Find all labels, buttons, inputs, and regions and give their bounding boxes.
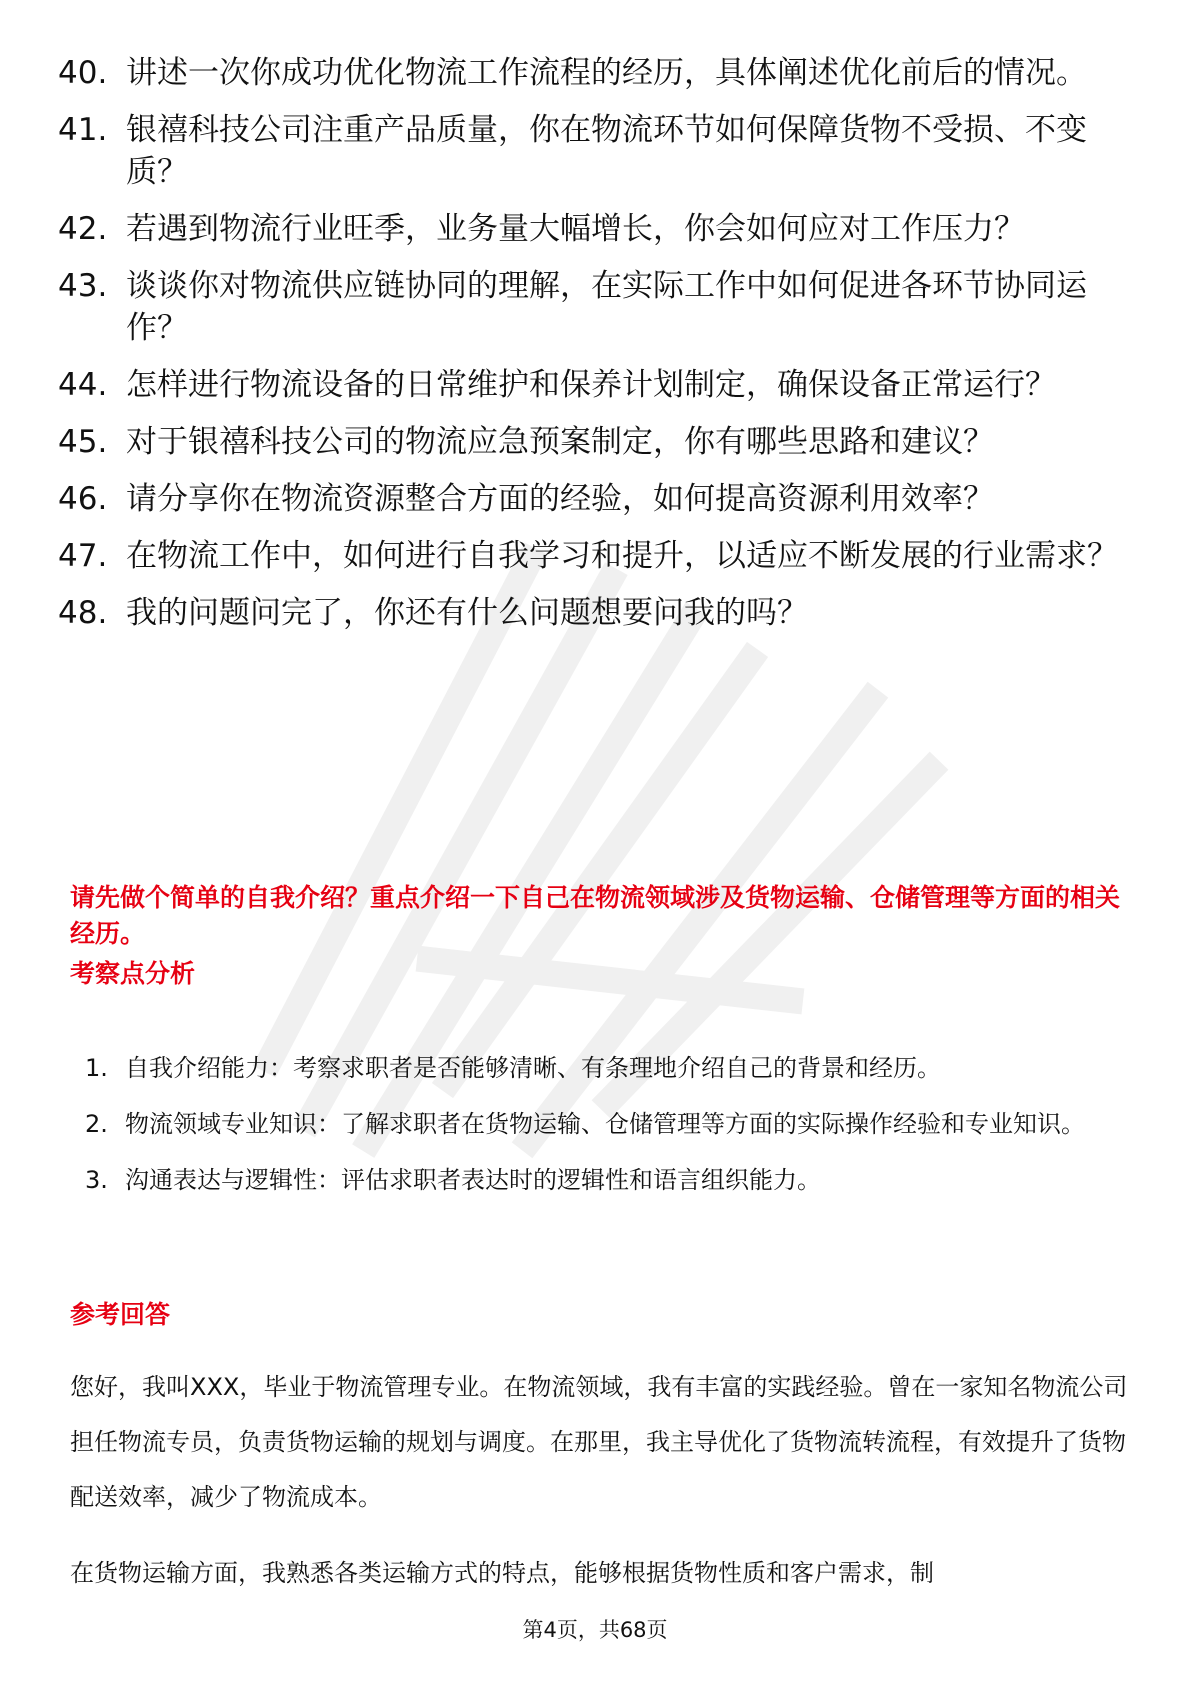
question-list xyxy=(58,52,1138,649)
question-item xyxy=(58,535,1138,577)
question-item xyxy=(58,52,1138,94)
analysis-item xyxy=(85,1152,1130,1208)
question-number: 43. xyxy=(58,268,108,304)
question-item xyxy=(58,109,1138,193)
reference-paragraph: 在货物运输方面，我熟悉各类运输方式的特点，能够根据货物性质和客户需求，制 xyxy=(70,1559,934,1587)
question-text: 若遇到物流行业旺季，业务量大幅增长，你会如何应对工作压力？ xyxy=(126,211,1025,247)
question-item xyxy=(58,592,1138,634)
analysis-text: 沟通表达与逻辑性：评估求职者表达时的逻辑性和语言组织能力。 xyxy=(125,1166,821,1194)
page-footer: 第4页，共68页 xyxy=(522,1618,668,1642)
analysis-item xyxy=(85,1040,1130,1096)
question-text: 谈谈你对物流供应链协同的理解，在实际工作中如何促进各环节协同运作？ xyxy=(126,268,1087,346)
question-number: 45. xyxy=(58,424,108,460)
question-number: 44. xyxy=(58,367,108,403)
question-text: 在物流工作中，如何进行自我学习和提升，以适应不断发展的行业需求？ xyxy=(126,538,1118,574)
analysis-text: 自我介绍能力：考察求职者是否能够清晰、有条理地介绍自己的背景和经历。 xyxy=(125,1054,941,1082)
question-item xyxy=(58,364,1138,406)
question-item xyxy=(58,421,1138,463)
question-number: 42. xyxy=(58,211,108,247)
question-number: 46. xyxy=(58,481,108,517)
analysis-list xyxy=(85,1040,1130,1208)
question-number: 48. xyxy=(58,595,108,631)
analysis-number: 1. xyxy=(85,1054,108,1082)
question-number: 47. xyxy=(58,538,108,574)
question-number: 40. xyxy=(58,55,108,91)
analysis-number: 3. xyxy=(85,1166,108,1194)
question-item xyxy=(58,208,1138,250)
question-item xyxy=(58,265,1138,349)
question-item xyxy=(58,478,1138,520)
analysis-number: 2. xyxy=(85,1110,108,1138)
reference-paragraph: 您好，我叫XXX，毕业于物流管理专业。在物流领域，我有丰富的实践经验。曾在一家知名物流公司担任物流专员，负责货物运输的规划与调度。在那里，我主导优化了货物流转流程，有效提升了货物配送效率，减少了物流成本。 xyxy=(70,1373,1128,1511)
analysis-item xyxy=(85,1096,1130,1152)
question-text: 银禧科技公司注重产品质量，你在物流环节如何保障货物不受损、不变质？ xyxy=(126,112,1087,190)
question-text: 我的问题问完了，你还有什么问题想要问我的吗？ xyxy=(126,595,808,631)
question-text: 怎样进行物流设备的日常维护和保养计划制定，确保设备正常运行？ xyxy=(126,367,1056,403)
analysis-text: 物流领域专业知识：了解求职者在货物运输、仓储管理等方面的实际操作经验和专业知识。 xyxy=(125,1110,1085,1138)
question-text: 请分享你在物流资源整合方面的经验，如何提高资源利用效率？ xyxy=(126,481,994,517)
reference-title: 参考回答 xyxy=(70,1300,171,1329)
question-number: 41. xyxy=(58,112,108,148)
analysis-title: 考察点分析 xyxy=(70,959,196,988)
question-text: 讲述一次你成功优化物流工作流程的经历，具体阐述优化前后的情况。 xyxy=(126,55,1087,91)
question-text: 对于银禧科技公司的物流应急预案制定，你有哪些思路和建议？ xyxy=(126,424,994,460)
intro-question-heading: 请先做个简单的自我介绍？重点介绍一下自己在物流领域涉及货物运输、仓储管理等方面的相关经历。 xyxy=(70,883,1121,948)
